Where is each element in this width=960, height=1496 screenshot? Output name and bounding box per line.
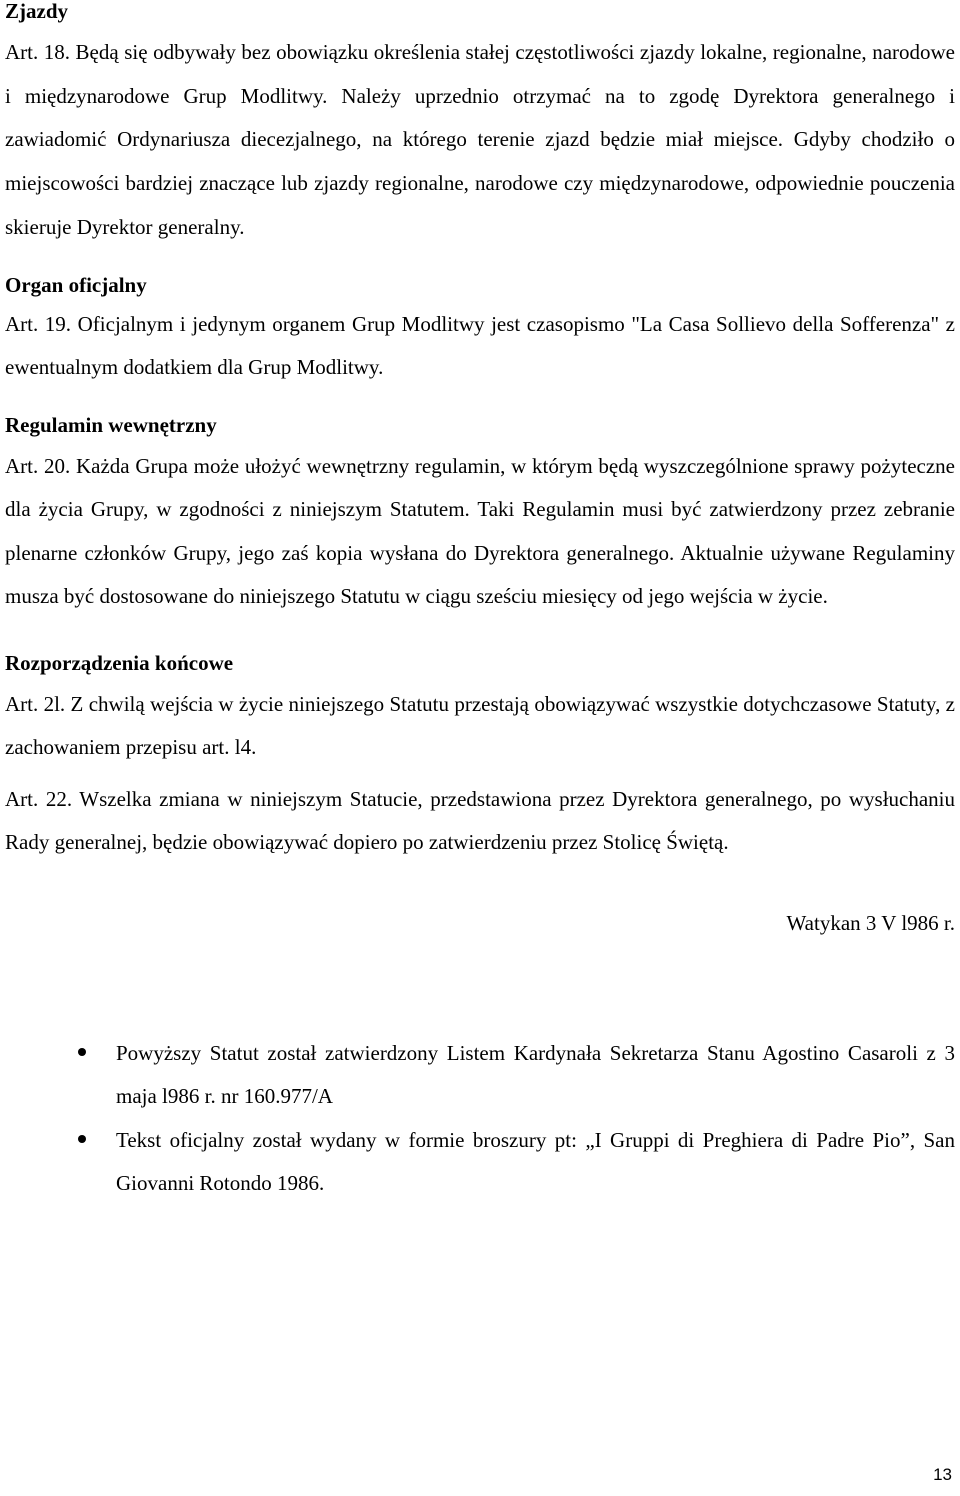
document-page	[5, 0, 955, 1206]
bullet-icon	[78, 1048, 86, 1056]
bullet-icon	[78, 1135, 86, 1143]
section-organ-oficjalny	[5, 273, 955, 390]
section-zjazdy	[5, 0, 955, 250]
section-rozporzadzenia-koncowe	[5, 651, 955, 865]
signature-place-date: Watykan 3 V l986 r.	[786, 910, 955, 935]
article-22: Art. 22. Wszelka zmiana w niniejszym Statucie, przedstawiona przez Dyrektora generalnego, po wysłuchaniu Rady generalnej, będzie obowiązywać dopiero po zatwierdzeniu przez Stolicę Świętą.	[5, 786, 955, 855]
section-heading-zjazdy: Zjazdy	[5, 0, 68, 23]
note-text: Tekst oficjalny został wydany w formie broszury pt: „I Gruppi di Preghiera di Padre Pio”, San Giovanni Rotondo 1986.	[116, 1127, 955, 1196]
notes-list	[5, 1032, 955, 1206]
article-19: Art. 19. Oficjalnym i jedynym organem Grup Modlitwy jest czasopismo "La Casa Sollievo della Sofferenza" z ewentualnym dodatkiem dla Grup Modlitwy.	[5, 311, 955, 380]
page-number: 13	[933, 1465, 952, 1484]
article-18: Art. 18. Będą się odbywały bez obowiązku określenia stałej częstotliwości zjazdy lokalne, regionalne, narodowe i międzynarodowe Grup Modlitwy. Należy uprzednio otrzymać na to zgodę Dyrektora generalnego i zawiadomić Ordynariusza diecezjalnego, na którego terenie zjazd będzie miał miejsce. Gdyby chodziło o miejscowości bardziej znaczące lub zjazdy regionalne, narodowe czy międzynarodowe, odpowiednie pouczenia skieruje Dyrektor generalny.	[5, 40, 955, 239]
article-21: Art. 2l. Z chwilą wejścia w życie niniejszego Statutu przestają obowiązywać wszystkie dotychczasowe Statuty, z zachowaniem przepisu art. l4.	[5, 691, 955, 760]
section-heading-organ-oficjalny: Organ oficjalny	[5, 272, 147, 297]
section-heading-rozporzadzenia-koncowe: Rozporządzenia końcowe	[5, 650, 234, 675]
article-20: Art. 20. Każda Grupa może ułożyć wewnętrzny regulamin, w którym będą wyszczególnione sprawy pożyteczne dla życia Grupy, w zgodności z niniejszym Statutem. Taki Regulamin musi być zatwierdzony przez zebranie plenarne członków Grupy, jego zaś kopia wysłana do Dyrektora generalnego. Aktualnie używane Regulaminy musza być dostosowane do niniejszego Statutu w ciągu sześciu miesięcy od jego wejścia w życie.	[5, 453, 955, 609]
list-item	[5, 1032, 955, 1119]
section-regulamin	[5, 413, 955, 619]
section-heading-regulamin: Regulamin wewnętrzny	[5, 412, 217, 437]
note-text: Powyższy Statut został zatwierdzony Listem Kardynała Sekretarza Stanu Agostino Casaroli z 3 maja l986 r. nr 160.977/A	[116, 1040, 955, 1109]
list-item	[5, 1119, 955, 1206]
